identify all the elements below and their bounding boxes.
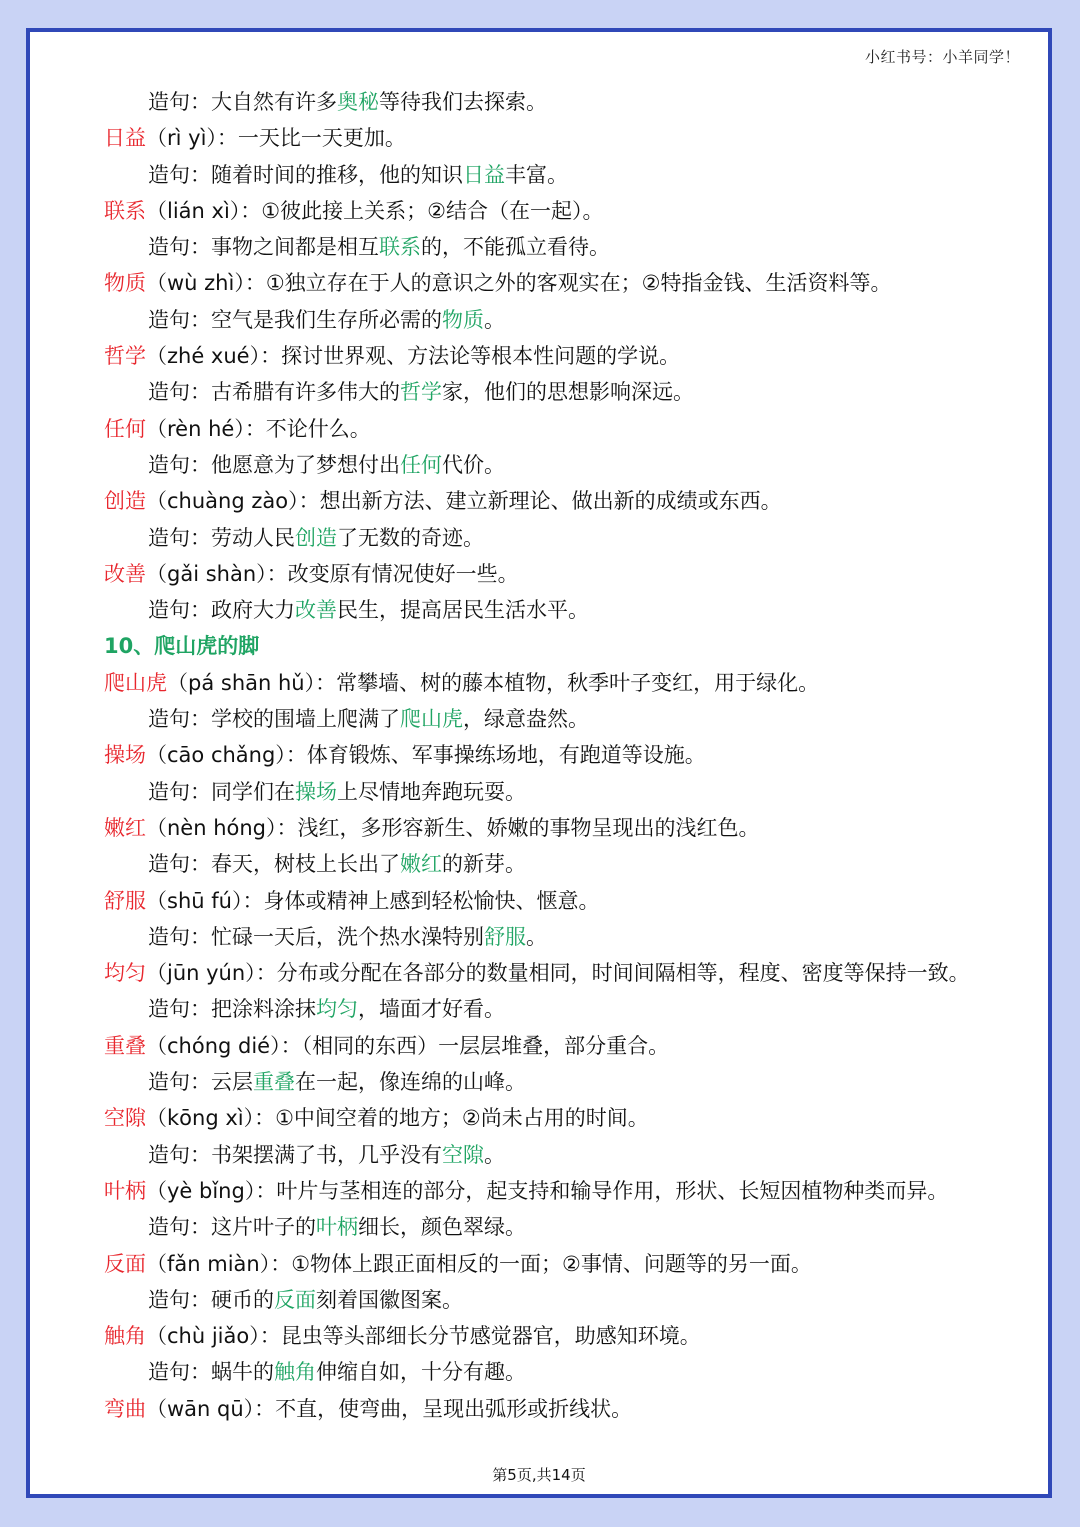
example-text: 造句：书架摆满了书，几乎没有 <box>148 1142 442 1167</box>
highlighted-word: 物质 <box>442 307 484 332</box>
definition-text: ：叶片与茎相连的部分，起支持和输导作用，形状、长短因植物种类而异。 <box>255 1178 949 1203</box>
highlighted-word: 哲学 <box>400 380 442 405</box>
example-text: 造句：政府大力 <box>148 598 295 623</box>
pinyin: （chuàng zào） <box>146 489 299 514</box>
highlighted-word: 空隙 <box>442 1142 484 1167</box>
vocab-word: 爬山虎 <box>104 670 167 695</box>
definition-text: ：昆虫等头部细长分节感觉器官，助感知环境。 <box>259 1324 701 1349</box>
pinyin: （kōng xì） <box>146 1106 255 1131</box>
definition-line <box>104 338 1034 374</box>
highlighted-word: 爬山虎 <box>400 707 463 732</box>
example-sentence <box>104 592 1034 628</box>
example-sentence <box>104 157 1034 193</box>
definition-text: ：想出新方法、建立新理论、做出新的成绩或东西。 <box>298 489 782 514</box>
definition-line <box>104 1028 1034 1064</box>
definition-text: ：①物体上跟正面相反的一面；②事情、问题等的另一面。 <box>270 1251 812 1276</box>
definition-text: ：常攀墙、树的藤本植物，秋季叶子变红，用于绿化。 <box>315 670 820 695</box>
example-text: 造句：空气是我们生存所必需的 <box>148 307 442 332</box>
example-text: 伸缩自如，十分有趣。 <box>316 1360 526 1385</box>
example-text: 造句：把涂料涂抹 <box>148 997 316 1022</box>
example-sentence <box>104 846 1034 882</box>
pinyin: （wān qū） <box>146 1396 255 1421</box>
example-text: 民生，提高居民生活水平。 <box>337 598 589 623</box>
example-text: 细长，颜色翠绿。 <box>358 1215 526 1240</box>
highlighted-word: 触角 <box>274 1360 316 1385</box>
vocab-word: 任何 <box>104 416 146 441</box>
example-text: ，绿意盎然。 <box>463 707 589 732</box>
example-sentence <box>104 991 1034 1027</box>
pinyin: （yè bǐng） <box>146 1178 256 1203</box>
highlighted-word: 舒服 <box>484 924 526 949</box>
example-text: 的，不能孤立看待。 <box>421 235 610 260</box>
definition-line <box>104 193 1034 229</box>
example-text: 造句：这片叶子的 <box>148 1215 316 1240</box>
definition-text: ：（相同的东西）一层层堆叠，部分重合。 <box>280 1033 670 1058</box>
example-text: 造句：硬币的 <box>148 1287 274 1312</box>
watermark: 小红书号：小羊同学！ <box>864 48 1020 66</box>
example-text: 造句：事物之间都是相互 <box>148 235 379 260</box>
pinyin: （fǎn miàn） <box>146 1251 271 1276</box>
pinyin: （jūn yún） <box>146 961 256 986</box>
example-text: 造句：他愿意为了梦想付出 <box>148 452 400 477</box>
definition-text: ：浅红，多形容新生、娇嫩的事物呈现出的浅红色。 <box>276 815 760 840</box>
highlighted-word: 均匀 <box>316 997 358 1022</box>
pinyin: （rì yì） <box>146 126 217 151</box>
highlighted-word: 奥秘 <box>337 90 379 114</box>
vocab-word: 物质 <box>104 271 146 296</box>
highlighted-word: 叶柄 <box>316 1215 358 1240</box>
pinyin: （nèn hóng） <box>146 815 277 840</box>
definition-text: ：身体或精神上感到轻松愉快、惬意。 <box>242 888 600 913</box>
vocab-word: 触角 <box>104 1324 146 1349</box>
example-sentence <box>104 84 1034 120</box>
highlighted-word: 任何 <box>400 452 442 477</box>
highlighted-word: 嫩红 <box>400 852 442 877</box>
example-text: 等待我们去探索。 <box>379 90 547 114</box>
pinyin: （chù jiǎo） <box>146 1324 260 1349</box>
vocab-word: 嫩红 <box>104 815 146 840</box>
vocab-word: 操场 <box>104 743 146 768</box>
definition-line <box>104 883 1034 919</box>
vocab-word: 舒服 <box>104 888 146 913</box>
example-sentence <box>104 302 1034 338</box>
definition-text: ：分布或分配在各部分的数量相同，时间间隔相等，程度、密度等保持一致。 <box>255 961 970 986</box>
example-sentence <box>104 447 1034 483</box>
vocab-word: 哲学 <box>104 344 146 369</box>
example-text: 刻着国徽图案。 <box>316 1287 463 1312</box>
example-text: ，墙面才好看。 <box>358 997 505 1022</box>
example-text: 代价。 <box>442 452 505 477</box>
pinyin: （rèn hé） <box>146 416 245 441</box>
example-text: 上尽情地奔跑玩耍。 <box>337 779 526 804</box>
definition-line <box>104 955 1034 991</box>
example-sentence <box>104 520 1034 556</box>
definition-text: ：改变原有情况使好一些。 <box>266 561 519 586</box>
definition-text: ：①独立存在于人的意识之外的客观实在；②特指金钱、生活资料等。 <box>244 271 892 296</box>
example-text: 在一起，像连绵的山峰。 <box>295 1070 526 1095</box>
vocab-word: 均匀 <box>104 961 146 986</box>
example-sentence <box>104 1209 1034 1245</box>
pinyin: （chóng dié） <box>146 1033 281 1058</box>
example-sentence <box>104 774 1034 810</box>
example-text: 的新芽。 <box>442 852 526 877</box>
example-text: 。 <box>526 924 547 949</box>
example-text: 家，他们的思想影响深远。 <box>442 380 694 405</box>
highlighted-word: 改善 <box>295 598 337 623</box>
definition-line <box>104 483 1034 519</box>
example-text: 。 <box>484 1142 505 1167</box>
example-text: 丰富。 <box>505 162 568 187</box>
definition-line <box>104 1318 1034 1354</box>
example-text: 了无数的奇迹。 <box>337 525 484 550</box>
vocab-word: 联系 <box>104 198 146 223</box>
vocab-word: 创造 <box>104 489 146 514</box>
vocabulary-list <box>104 84 1034 1427</box>
definition-text: ：①中间空着的地方；②尚未占用的时间。 <box>254 1106 649 1131</box>
definition-text: ：①彼此接上关系；②结合（在一起）。 <box>240 198 604 223</box>
example-text: 造句：云层 <box>148 1070 253 1095</box>
pinyin: （shū fú） <box>146 888 243 913</box>
page-frame <box>26 28 1052 1498</box>
pinyin: （wù zhì） <box>146 271 245 296</box>
pinyin: （cāo chǎng） <box>146 743 286 768</box>
example-sentence <box>104 1064 1034 1100</box>
definition-line <box>104 556 1034 592</box>
definition-line <box>104 1391 1034 1427</box>
highlighted-word: 重叠 <box>253 1070 295 1095</box>
example-text: 造句：同学们在 <box>148 779 295 804</box>
definition-line <box>104 120 1034 156</box>
definition-line <box>104 1246 1034 1282</box>
vocab-word: 日益 <box>104 126 146 151</box>
example-sentence <box>104 229 1034 265</box>
definition-text: ：体育锻炼、军事操练场地，有跑道等设施。 <box>285 743 706 768</box>
pinyin: （pá shān hǔ） <box>167 670 316 695</box>
definition-line <box>104 665 1034 701</box>
example-sentence <box>104 374 1034 410</box>
highlighted-word: 创造 <box>295 525 337 550</box>
definition-line <box>104 1100 1034 1136</box>
vocab-word: 改善 <box>104 561 146 586</box>
example-text: 造句：劳动人民 <box>148 525 295 550</box>
example-sentence <box>104 1137 1034 1173</box>
definition-text: ：不论什么。 <box>244 416 371 441</box>
definition-line <box>104 265 1034 301</box>
vocab-word: 叶柄 <box>104 1178 146 1203</box>
definition-line <box>104 411 1034 447</box>
example-text: 造句：春天，树枝上长出了 <box>148 852 400 877</box>
pinyin: （lián xì） <box>146 198 241 223</box>
vocab-word: 弯曲 <box>104 1396 146 1421</box>
example-sentence <box>104 919 1034 955</box>
highlighted-word: 反面 <box>274 1287 316 1312</box>
definition-line <box>104 737 1034 773</box>
definition-text: ：不直，使弯曲，呈现出弧形或折线状。 <box>254 1396 633 1421</box>
pinyin: （gǎi shàn） <box>146 561 267 586</box>
example-text: 造句：蜗牛的 <box>148 1360 274 1385</box>
example-sentence <box>104 1354 1034 1390</box>
example-text: 造句：学校的围墙上爬满了 <box>148 707 400 732</box>
definition-text: ：探讨世界观、方法论等根本性问题的学说。 <box>260 344 681 369</box>
definition-line <box>104 810 1034 846</box>
highlighted-word: 日益 <box>463 162 505 187</box>
pinyin: （zhé xué） <box>146 344 261 369</box>
vocab-word: 空隙 <box>104 1106 146 1131</box>
vocab-word: 重叠 <box>104 1033 146 1058</box>
example-text: 造句：大自然有许多 <box>148 90 337 114</box>
highlighted-word: 操场 <box>295 779 337 804</box>
highlighted-word: 联系 <box>379 235 421 260</box>
example-text: 造句：忙碌一天后，洗个热水澡特别 <box>148 924 484 949</box>
example-sentence <box>104 1282 1034 1318</box>
definition-line <box>104 1173 1034 1209</box>
definition-text: ：一天比一天更加。 <box>216 126 406 151</box>
example-sentence <box>104 701 1034 737</box>
example-text: 。 <box>484 307 505 332</box>
page-footer: 第5页,共14页 <box>492 1466 586 1484</box>
example-text: 造句：古希腊有许多伟大的 <box>148 380 400 405</box>
example-text: 造句：随着时间的推移，他的知识 <box>148 162 463 187</box>
section-title: 10、爬山虎的脚 <box>104 634 260 659</box>
vocab-word: 反面 <box>104 1251 146 1276</box>
